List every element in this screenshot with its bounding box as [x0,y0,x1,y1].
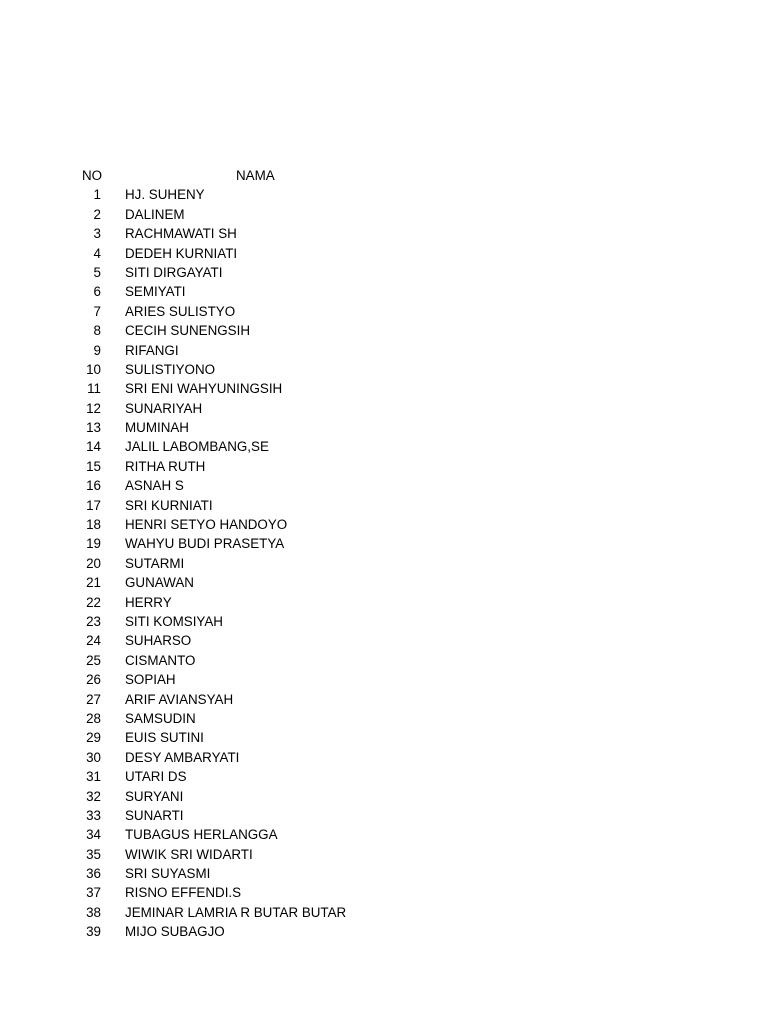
row-number: 37 [86,885,101,901]
row-name: SAMSUDIN [125,710,196,726]
row-number: 38 [86,904,101,920]
row-name: MUMINAH [125,420,189,436]
row-name: SUHARSO [125,633,192,649]
row-name: CISMANTO [125,652,196,668]
row-name: WAHYU BUDI PRASETYA [125,536,285,552]
row-name: SUNARIYAH [125,400,203,416]
row-number: 35 [86,846,101,862]
column-header-nama: NAMA [236,168,275,183]
row-number: 20 [86,555,101,571]
row-number: 6 [93,284,101,300]
row-name: JEMINAR LAMRIA R BUTAR BUTAR [125,904,347,920]
row-name: HJ. SUHENY [125,187,205,203]
row-name: UTARI DS [125,769,187,785]
row-number: 9 [93,342,101,358]
row-number: 29 [86,730,101,746]
row-name: SRI ENI WAHYUNINGSIH [125,381,283,397]
row-name: CECIH SUNENGSIH [125,323,250,339]
row-name: HENRI SETYO HANDOYO [125,517,288,533]
table-row [0,728,768,747]
row-number: 8 [93,323,101,339]
table-row [0,418,768,437]
row-name: DALINEM [125,206,185,222]
table-row [0,185,768,204]
row-number: 27 [86,691,101,707]
table-row [0,534,768,553]
table-row [0,205,768,224]
table-row [0,263,768,282]
row-name: JALIL LABOMBANG,SE [125,439,269,455]
table-row [0,845,768,864]
row-number: 22 [86,594,101,610]
table-row [0,224,768,243]
row-name: GUNAWAN [125,575,194,591]
table-row [0,787,768,806]
table-row [0,341,768,360]
table-row [0,883,768,902]
row-name: EUIS SUTINI [125,730,204,746]
table-row [0,321,768,340]
row-number: 10 [86,361,101,377]
table-row [0,612,768,631]
row-number: 11 [87,381,101,397]
table-body [0,185,768,941]
row-name: SUNARTI [125,807,184,823]
row-name: SUTARMI [125,555,185,571]
table-row [0,806,768,825]
row-number: 16 [86,478,101,494]
row-number: 18 [86,517,101,533]
row-number: 2 [93,206,101,222]
table-row [0,476,768,495]
row-name: SITI KOMSIYAH [125,613,223,629]
table-row [0,399,768,418]
row-name: ARIF AVIANSYAH [125,691,234,707]
row-name: ARIES SULISTYO [125,303,236,319]
row-name: TUBAGUS HERLANGGA [125,827,278,843]
table-row [0,437,768,456]
row-name: RITHA RUTH [125,458,206,474]
table-row [0,670,768,689]
row-number: 36 [86,866,101,882]
row-number: 23 [86,613,101,629]
table-row [0,709,768,728]
row-name: WIWIK SRI WIDARTI [125,846,253,862]
row-name: RISNO EFFENDI.S [125,885,242,901]
table-row [0,903,768,922]
table-row [0,554,768,573]
row-name: DEDEH KURNIATI [125,245,238,261]
table-row [0,922,768,941]
row-number: 7 [93,303,101,319]
row-number: 17 [86,497,101,513]
table-row [0,864,768,883]
table-row [0,282,768,301]
row-name: SURYANI [125,788,184,804]
row-number: 25 [86,652,101,668]
table-row [0,360,768,379]
row-number: 28 [86,710,101,726]
row-number: 34 [86,827,101,843]
table-row [0,631,768,650]
row-number: 30 [86,749,101,765]
row-number: 39 [86,924,101,940]
row-number: 19 [86,536,101,552]
row-name: HERRY [125,594,172,610]
row-name: SRI SUYASMI [125,866,211,882]
table-row [0,496,768,515]
row-name: RACHMAWATI SH [125,226,237,242]
row-number: 13 [86,420,101,436]
table-header-row [0,166,768,185]
table-row [0,690,768,709]
row-name: ASNAH S [125,478,184,494]
row-number: 32 [86,788,101,804]
row-name: SEMIYATI [125,284,186,300]
table-row [0,651,768,670]
table-row [0,573,768,592]
table-row [0,825,768,844]
row-number: 14 [86,439,101,455]
row-number: 31 [86,769,101,785]
row-name: MIJO SUBAGJO [125,924,225,940]
row-name: SRI KURNIATI [125,497,213,513]
table-row [0,302,768,321]
row-name: RIFANGI [125,342,179,358]
table-row [0,593,768,612]
row-name: SITI DIRGAYATI [125,264,223,280]
row-number: 21 [86,575,101,591]
row-name: SULISTIYONO [125,361,216,377]
row-name: DESY AMBARYATI [125,749,240,765]
row-name: SOPIAH [125,672,176,688]
name-list-table [0,166,768,942]
table-row [0,379,768,398]
row-number: 3 [93,226,101,242]
row-number: 4 [93,245,101,261]
row-number: 26 [86,672,101,688]
row-number: 33 [86,807,101,823]
table-row [0,748,768,767]
row-number: 12 [86,400,101,416]
row-number: 15 [86,458,101,474]
row-number: 24 [86,633,101,649]
table-row [0,457,768,476]
row-number: 1 [93,187,101,203]
row-number: 5 [93,264,101,280]
table-row [0,244,768,263]
table-row [0,767,768,786]
column-header-no: NO [82,168,103,183]
table-row [0,515,768,534]
